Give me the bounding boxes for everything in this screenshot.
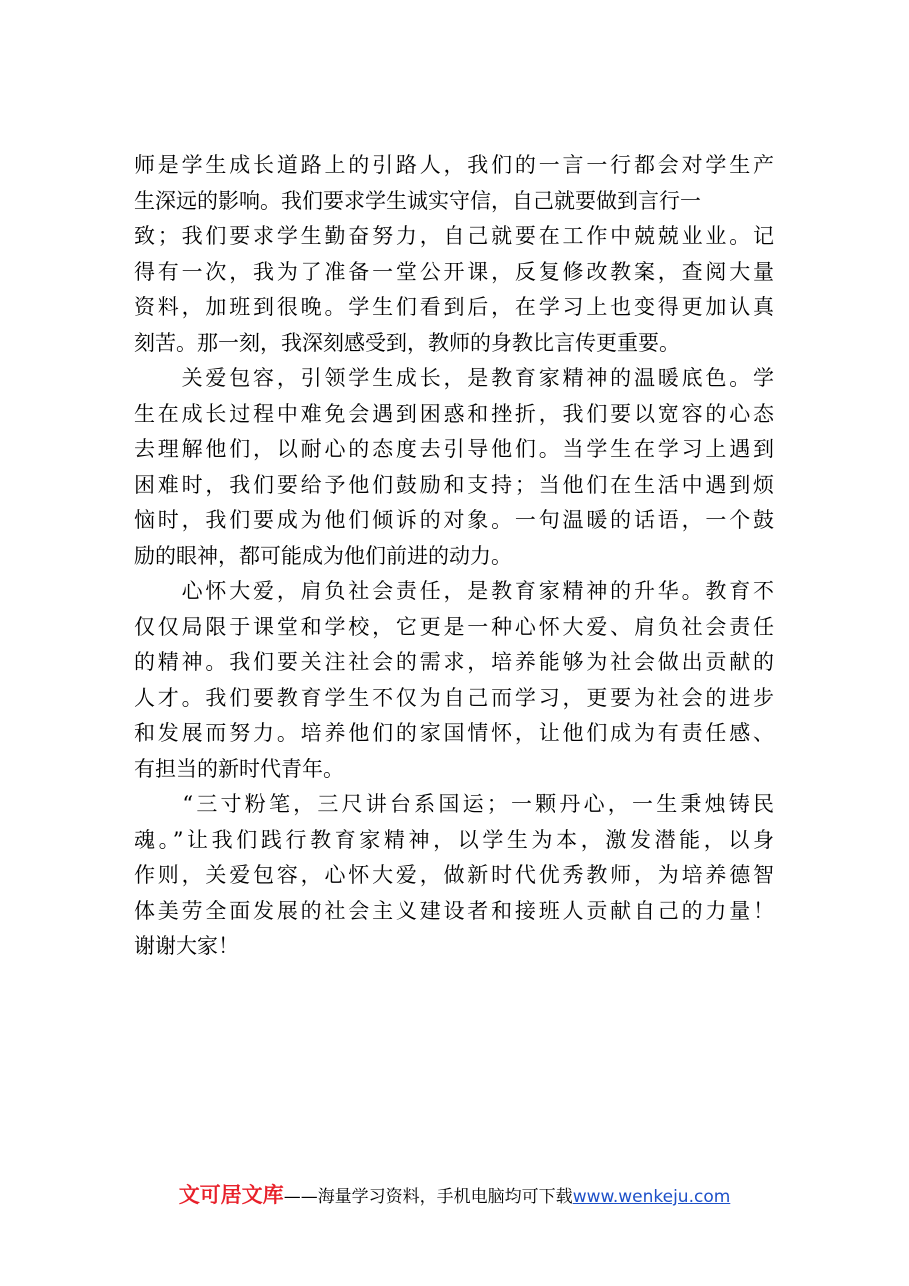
text-line: 致；我们要求学生勤奋努力，自己就要在工作中兢兢业业。记: [134, 224, 774, 248]
text-line: 生在成长过程中难免会遇到困惑和挫折，我们要以宽容的心态: [134, 401, 774, 426]
text-line: 魂。”让我们践行教育家精神，以学生为本，激发潜能，以身: [134, 827, 774, 852]
text-line: 心怀大爱，肩负社会责任，是教育家精神的升华。教育不: [134, 579, 774, 603]
text-line: 恼时，我们要成为他们倾诉的对象。一句温暖的话语，一个鼓: [134, 508, 774, 532]
text-line: 作则，关爱包容，心怀大爱，做新时代优秀教师，为培养德智: [134, 863, 774, 887]
text-line: 体美劳全面发展的社会主义建设者和接班人贡献自己的力量！: [134, 898, 774, 923]
website-link[interactable]: www.wenkeju.com: [572, 1187, 731, 1207]
text-line: 刻苦。那一刻，我深刻感受到，教师的身教比言传更重要。: [134, 330, 680, 355]
text-line: “三寸粉笔，三尺讲台系国运；一颗丹心，一生秉烛铸民: [134, 792, 774, 816]
text-line: 谢谢大家！: [134, 934, 239, 958]
text-line: 关爱包容，引领学生成长，是教育家精神的温暖底色。学: [134, 366, 774, 390]
text-line: 生深远的影响。我们要求学生诚实守信，自己就要做到言行一: [134, 188, 701, 213]
text-line: 困难时，我们要给予他们鼓励和支持；当他们在生活中遇到烦: [134, 472, 774, 497]
text-line: 有担当的新时代青年。: [134, 756, 344, 781]
text-line: 师是学生成长道路上的引路人，我们的一言一行都会对学生产: [134, 153, 774, 177]
footer-banner: [0, 1181, 909, 1211]
footer-tagline: ——海量学习资料，手机电脑均可下载: [283, 1187, 573, 1207]
brand-name: 文可居文库: [178, 1183, 284, 1207]
body-text: [134, 148, 774, 965]
text-line: 资料，加班到很晚。学生们看到后，在学习上也变得更加认真: [134, 295, 774, 319]
text-line: 得有一次，我为了准备一堂公开课，反复修改教案，查阅大量: [134, 259, 774, 284]
text-line: 人才。我们要教育学生不仅为自己而学习，更要为社会的进步: [134, 685, 774, 710]
text-line: 仅仅局限于课堂和学校，它更是一种心怀大爱、肩负社会责任: [134, 614, 774, 639]
text-line: 和发展而努力。培养他们的家国情怀，让他们成为有责任感、: [134, 721, 774, 745]
text-line: 励的眼神，都可能成为他们前进的动力。: [134, 543, 512, 568]
text-line: 去理解他们，以耐心的态度去引导他们。当学生在学习上遇到: [134, 437, 774, 461]
text-line: 的精神。我们要关注社会的需求，培养能够为社会做出贡献的: [134, 650, 774, 674]
